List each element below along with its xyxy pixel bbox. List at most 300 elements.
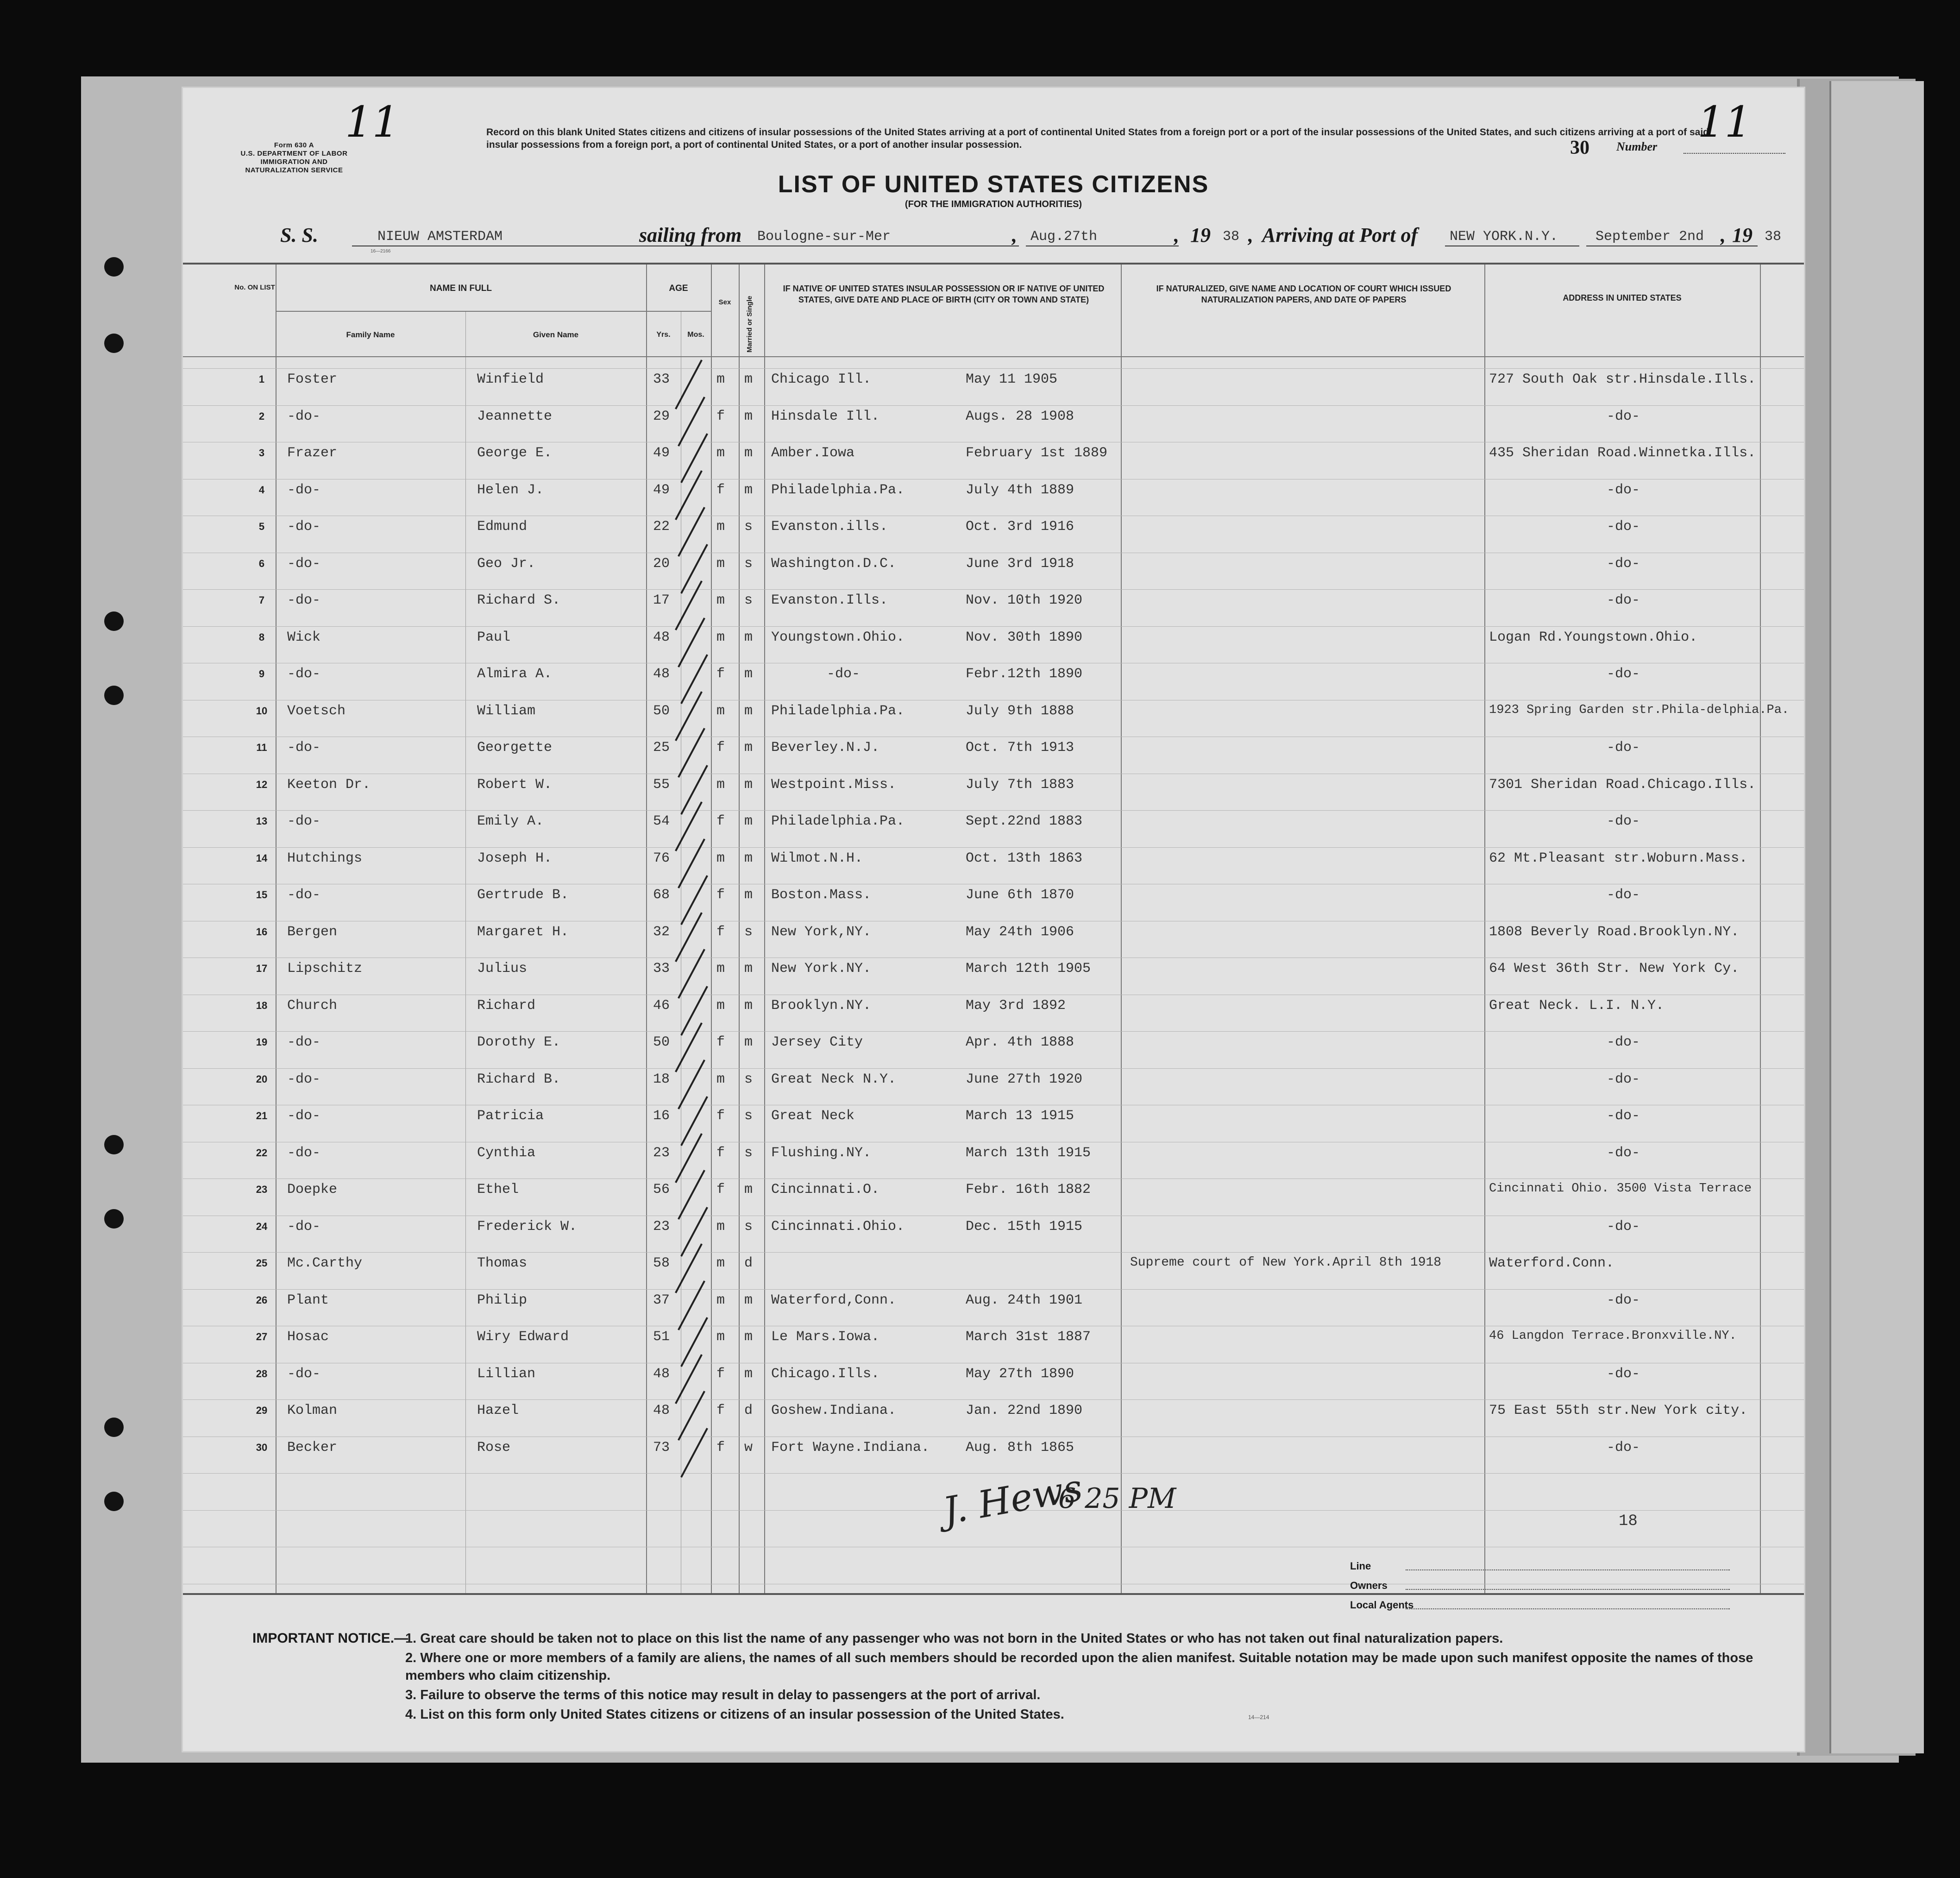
sex: f (716, 666, 725, 682)
us-address: -do- (1606, 519, 1640, 535)
age-years: 55 (653, 776, 670, 793)
family-name: -do- (287, 519, 321, 535)
family-name: Kolman (287, 1403, 338, 1418)
given-name: Julius (477, 961, 528, 977)
marital-status: s (744, 1071, 753, 1087)
ship-name: NIEUW AMSTERDAM (377, 229, 503, 245)
birth-place: Chicago.Ills. (771, 1366, 880, 1382)
family-name: Church (287, 997, 338, 1014)
age-years: 33 (653, 372, 670, 387)
sex: f (716, 1366, 725, 1382)
family-name: Lipschitz (287, 961, 363, 977)
birth-date: Febr. 16th 1882 (966, 1182, 1091, 1197)
us-address: 7301 Sheridan Road.Chicago.Ills. (1489, 776, 1756, 793)
row-number: 9 (258, 668, 265, 680)
us-address: 727 South Oak str.Hinsdale.Ills. (1489, 372, 1756, 387)
us-address: -do- (1606, 1292, 1640, 1308)
age-years: 32 (653, 924, 670, 940)
row-number: 11 (256, 742, 267, 753)
row-rule (183, 847, 1804, 848)
family-name: Becker (287, 1439, 338, 1456)
header-bottom (183, 356, 1804, 357)
given-name: Edmund (477, 519, 528, 535)
given-name: Georgette (477, 740, 553, 756)
marital-status: m (744, 629, 753, 645)
given-name: Philip (477, 1292, 528, 1308)
row-number: 4 (258, 484, 265, 496)
birth-place: Fort Wayne.Indiana. (771, 1439, 930, 1456)
sex: f (716, 1182, 725, 1197)
given-name: Frederick W. (477, 1218, 578, 1235)
age-years: 68 (653, 887, 670, 903)
age-years: 51 (653, 1329, 670, 1345)
birth-place: Evanston.ills. (771, 519, 888, 535)
age-years: 20 (653, 555, 670, 572)
family-name: Foster (287, 372, 338, 387)
family-name: Frazer (287, 445, 338, 461)
header-age: AGE (669, 284, 688, 293)
sex: m (716, 372, 725, 387)
given-name: Richard S. (477, 592, 561, 608)
header-mos: Mos. (687, 331, 704, 339)
sex: f (716, 1034, 725, 1050)
sex: m (716, 629, 725, 645)
birth-date: July 7th 1883 (966, 776, 1074, 793)
sailing-from-label: sailing from (639, 224, 742, 246)
sex: m (716, 1329, 725, 1345)
given-name: Jeannette (477, 408, 553, 424)
birth-date: Apr. 4th 1888 (966, 1034, 1074, 1050)
col-divider (646, 265, 647, 1593)
birth-date: Oct. 13th 1863 (966, 850, 1083, 866)
marital-status: m (744, 703, 753, 719)
sex: m (716, 1071, 725, 1087)
birth-place: Chicago Ill. (771, 372, 872, 387)
comma-sep: , (1012, 224, 1017, 246)
row-number: 25 (256, 1257, 268, 1269)
us-address: -do- (1606, 408, 1640, 424)
row-number: 23 (256, 1184, 268, 1195)
row-number: 17 (256, 963, 268, 974)
owners-field-dots (1406, 1589, 1730, 1590)
birth-place: Wilmot.N.H. (771, 850, 863, 866)
age-years: 50 (653, 703, 670, 719)
marital-status: m (744, 850, 753, 866)
handwritten-number: 11 (1697, 97, 1752, 147)
marital-status: s (744, 924, 753, 940)
given-name: Geo Jr. (477, 555, 536, 572)
marital-status: m (744, 1182, 753, 1197)
marital-status: m (744, 1034, 753, 1050)
given-name: Joseph H. (477, 850, 553, 866)
form-subtitle: (FOR THE IMMIGRATION AUTHORITIES) (905, 199, 1082, 209)
sex: f (716, 482, 725, 498)
given-name: William (477, 703, 536, 719)
punch-hole (104, 1209, 124, 1229)
sex: m (716, 961, 725, 977)
marital-status: m (744, 740, 753, 756)
number-underline (1684, 153, 1785, 154)
marital-status: s (744, 1218, 753, 1235)
marital-status: m (744, 666, 753, 682)
birth-date: Jan. 22nd 1890 (966, 1403, 1083, 1418)
sail-date: Aug.27th (1030, 229, 1098, 245)
marital-status: m (744, 997, 753, 1014)
row-number: 30 (256, 1441, 268, 1453)
notice-item-1: 1. Great care should be taken not to place on this list the name of any passenger who was not born in the United States or who has not taken out final naturalization papers. (405, 1631, 1503, 1646)
form-identifier (234, 141, 354, 175)
us-address: -do- (1606, 482, 1640, 498)
birth-date: May 3rd 1892 (966, 997, 1066, 1014)
family-name: Doepke (287, 1182, 338, 1197)
family-name: Voetsch (287, 703, 346, 719)
row-rule (183, 589, 1804, 590)
arrival-year: 38 (1765, 229, 1782, 245)
row-number: 27 (256, 1331, 268, 1342)
row-rule (183, 1399, 1804, 1400)
us-address: -do- (1606, 1439, 1640, 1456)
row-number: 12 (256, 778, 268, 790)
service-name-line1: IMMIGRATION AND (260, 158, 328, 166)
marital-status: s (744, 519, 753, 535)
row-number: 13 (256, 815, 268, 827)
sex: m (716, 1292, 725, 1308)
birth-date: Febr.12th 1890 (966, 666, 1083, 682)
marital-status: d (744, 1403, 753, 1418)
birth-date: June 27th 1920 (966, 1071, 1083, 1087)
row-number: 20 (256, 1073, 268, 1085)
birth-place: Le Mars.Iowa. (771, 1329, 880, 1345)
header-birth: IF NATIVE OF UNITED STATES INSULAR POSSESSION OR IF NATIVE OF UNITED STATES, GIVE DATE AND PLACE OF BIRTH (CITY OR TOWN AND STATE) (783, 284, 1105, 304)
age-years: 56 (653, 1182, 670, 1197)
sex: m (716, 555, 725, 572)
sex: m (716, 703, 725, 719)
us-address: 1808 Beverly Road.Brooklyn.NY. (1489, 924, 1740, 940)
birth-place: Philadelphia.Pa. (771, 482, 905, 498)
sex: m (716, 1255, 725, 1271)
birth-date: Aug. 24th 1901 (966, 1292, 1083, 1308)
row-number: 28 (256, 1368, 268, 1380)
us-address: -do- (1606, 666, 1640, 682)
given-name: Paul (477, 629, 511, 645)
line-field-dots (1406, 1569, 1730, 1570)
birth-date: June 3rd 1918 (966, 555, 1074, 572)
us-address: -do- (1606, 887, 1640, 903)
birth-place: Westpoint.Miss. (771, 776, 897, 793)
row-number: 6 (258, 557, 265, 569)
us-address: -do- (1606, 1145, 1640, 1161)
col-divider (739, 265, 740, 1593)
family-name: -do- (287, 555, 321, 572)
birth-place: Philadelphia.Pa. (771, 703, 905, 719)
birth-place: Boston.Mass. (771, 887, 872, 903)
header-naturalized: IF NATURALIZED, GIVE NAME AND LOCATION OF COURT WHICH ISSUED NATURALIZATION PAPERS, AND DATE OF PAPERS (1156, 284, 1451, 304)
record-instruction: Record on this blank United States citizens and citizens of insular possessions of the United States arriving at a port of continental United States from a foreign port or a port of the insular possessions of the United States, and such citizens arriving at a port of said insular possessions from a foreign port, a port of continental United States, or a port of another insular possession. (486, 127, 1709, 150)
given-name: Gertrude B. (477, 887, 569, 903)
us-address: 46 Langdon Terrace.Bronxville.NY. (1489, 1329, 1737, 1343)
family-name: -do- (287, 813, 321, 829)
birth-date: February 1st 1889 (966, 445, 1108, 461)
marital-status: d (744, 1255, 753, 1271)
sex: m (716, 776, 725, 793)
header-sex: Sex (718, 298, 731, 306)
birth-date: March 13th 1915 (966, 1145, 1091, 1161)
col-divider (711, 265, 712, 1593)
age-years: 25 (653, 740, 670, 756)
birth-date: Nov. 10th 1920 (966, 592, 1083, 608)
row-number: 8 (258, 631, 265, 643)
form-title: LIST OF UNITED STATES CITIZENS (778, 171, 1209, 198)
family-name: -do- (287, 1034, 321, 1050)
birth-date: Aug. 8th 1865 (966, 1439, 1074, 1456)
given-name: Winfield (477, 372, 544, 387)
col-divider (1760, 265, 1761, 1593)
given-name: Lillian (477, 1366, 536, 1382)
punch-hole (104, 257, 124, 277)
age-years: 48 (653, 666, 670, 682)
given-name: Richard B. (477, 1071, 561, 1087)
local-agents-field-dots (1406, 1608, 1730, 1609)
row-rule (183, 1068, 1804, 1069)
us-address: 1923 Spring Garden str.Phila-delphia.Pa. (1489, 703, 1790, 717)
local-agents-field-label: Local Agents (1350, 1599, 1414, 1611)
age-years: 48 (653, 1366, 670, 1382)
family-name: -do- (287, 482, 321, 498)
col-divider (764, 265, 765, 1593)
line-field-label: Line (1350, 1560, 1371, 1572)
comma-sep: , (1248, 224, 1253, 246)
us-address: -do- (1606, 740, 1640, 756)
marital-status: m (744, 1329, 753, 1345)
sex: f (716, 1108, 725, 1124)
handwritten-list-number: 11 (345, 97, 400, 147)
marital-status: m (744, 482, 753, 498)
birth-place: Beverley.N.J. (771, 740, 880, 756)
marital-status: m (744, 372, 753, 387)
family-name: Hutchings (287, 850, 363, 866)
row-rule (183, 810, 1804, 811)
handwritten-time: 6 25 PM (1058, 1482, 1176, 1515)
row-number: 18 (256, 999, 268, 1011)
birth-date: Oct. 3rd 1916 (966, 519, 1074, 535)
page-count: 30 (1570, 137, 1589, 158)
birth-date: Sept.22nd 1883 (966, 813, 1083, 829)
us-address: Great Neck. L.I. N.Y. (1489, 997, 1665, 1014)
marital-status: s (744, 555, 753, 572)
punch-hole (104, 1492, 124, 1511)
sex: m (716, 1218, 725, 1235)
row-number: 3 (258, 447, 265, 459)
birth-date: March 13 1915 (966, 1108, 1074, 1124)
department-name: U.S. DEPARTMENT OF LABOR (240, 150, 348, 158)
family-name: -do- (287, 592, 321, 608)
row-rule (183, 1473, 1804, 1474)
us-address: -do- (1606, 1108, 1640, 1124)
family-name: -do- (287, 740, 321, 756)
given-name: Dorothy E. (477, 1034, 561, 1050)
birth-date: May 11 1905 (966, 372, 1058, 387)
age-years: 29 (653, 408, 670, 424)
owners-field-label: Owners (1350, 1580, 1388, 1591)
row-number: 14 (256, 852, 268, 864)
arrival-date: September 2nd (1596, 229, 1704, 245)
age-years: 18 (653, 1071, 670, 1087)
age-years: 54 (653, 813, 670, 829)
family-name: Wick (287, 629, 321, 645)
marital-status: s (744, 1108, 753, 1124)
age-years: 73 (653, 1439, 670, 1456)
age-years: 17 (653, 592, 670, 608)
us-address: 75 East 55th str.New York city. (1489, 1403, 1748, 1418)
col-divider (465, 311, 466, 1593)
us-address: -do- (1606, 1366, 1640, 1382)
sex: m (716, 850, 725, 866)
year-prefix: 19 (1190, 224, 1211, 246)
birth-place: Great Neck (771, 1108, 855, 1124)
header-family-name: Family Name (346, 330, 395, 339)
given-name: Emily A. (477, 813, 544, 829)
birth-place: -do- (827, 666, 861, 682)
punch-hole (104, 1135, 124, 1154)
row-number: 16 (256, 926, 268, 938)
birth-date: Nov. 30th 1890 (966, 629, 1083, 645)
row-rule (183, 1178, 1804, 1179)
age-years: 48 (653, 629, 670, 645)
us-address: -do- (1606, 1218, 1640, 1235)
marital-status: s (744, 1145, 753, 1161)
sex: f (716, 1403, 725, 1418)
row-number: 22 (256, 1147, 268, 1159)
family-name: Plant (287, 1292, 329, 1308)
row-number: 24 (256, 1220, 268, 1232)
row-number: 19 (256, 1036, 268, 1048)
sex: f (716, 1439, 725, 1456)
birth-place: Evanston.Ills. (771, 592, 888, 608)
birth-date: July 9th 1888 (966, 703, 1074, 719)
sex: f (716, 813, 725, 829)
header-yrs: Yrs. (656, 331, 671, 339)
birth-place: Waterford,Conn. (771, 1292, 897, 1308)
number-label: Number (1616, 140, 1658, 153)
birth-place: Brooklyn.NY. (771, 997, 872, 1014)
comma-sep: , (1174, 224, 1179, 246)
punch-hole (104, 334, 124, 353)
marital-status: m (744, 776, 753, 793)
given-name: Margaret H. (477, 924, 569, 940)
given-name: Richard (477, 997, 536, 1014)
family-name: Bergen (287, 924, 338, 940)
sex: m (716, 519, 725, 535)
birth-date: May 24th 1906 (966, 924, 1074, 940)
family-name: -do- (287, 1071, 321, 1087)
row-number: 7 (258, 594, 265, 606)
family-name: -do- (287, 666, 321, 682)
given-name: Wiry Edward (477, 1329, 569, 1345)
given-name: Robert W. (477, 776, 553, 793)
family-name: -do- (287, 1108, 321, 1124)
us-address: -do- (1606, 1034, 1640, 1050)
marital-status: m (744, 887, 753, 903)
given-name: George E. (477, 445, 553, 461)
given-name: Thomas (477, 1255, 528, 1271)
row-number: 15 (256, 889, 268, 901)
birth-place: Cincinnati.O. (771, 1182, 880, 1197)
marital-status: m (744, 813, 753, 829)
row-number: 21 (256, 1110, 268, 1122)
birth-date: Oct. 7th 1913 (966, 740, 1074, 756)
row-rule (183, 368, 1804, 369)
arrival-year-prefix: 19 (1732, 224, 1753, 246)
us-address: 435 Sheridan Road.Winnetka.Ills. (1489, 445, 1756, 461)
birth-date: March 12th 1905 (966, 961, 1091, 977)
row-number: 29 (256, 1405, 268, 1416)
marital-status: s (744, 592, 753, 608)
birth-place: Philadelphia.Pa. (771, 813, 905, 829)
birth-place: New York,NY. (771, 924, 872, 940)
family-name: -do- (287, 887, 321, 903)
age-years: 23 (653, 1218, 670, 1235)
notice-heading: IMPORTANT NOTICE.— (252, 1631, 408, 1646)
marital-status: m (744, 1292, 753, 1308)
given-name: Rose (477, 1439, 511, 1456)
birth-date: May 27th 1890 (966, 1366, 1074, 1382)
sex: f (716, 408, 725, 424)
line-code: 16—2166 (371, 249, 391, 254)
marital-status: w (744, 1439, 753, 1456)
birth-place: Washington.D.C. (771, 555, 897, 572)
family-name: Hosac (287, 1329, 329, 1345)
birth-date: March 31st 1887 (966, 1329, 1091, 1345)
us-address: Logan Rd.Youngstown.Ohio. (1489, 629, 1698, 645)
birth-date: Augs. 28 1908 (966, 408, 1074, 424)
age-years: 49 (653, 445, 670, 461)
given-name: Almira A. (477, 666, 553, 682)
col-divider (1121, 265, 1122, 1593)
sex: f (716, 740, 725, 756)
row-number: 26 (256, 1294, 268, 1306)
family-name: Keeton Dr. (287, 776, 371, 793)
marital-status: m (744, 445, 753, 461)
row-number: 2 (258, 410, 265, 422)
birth-place: Amber.Iowa (771, 445, 855, 461)
age-years: 48 (653, 1403, 670, 1418)
family-name: -do- (287, 1145, 321, 1161)
sex: m (716, 997, 725, 1014)
sex: f (716, 1145, 725, 1161)
birth-place: New York.NY. (771, 961, 872, 977)
age-years: 22 (653, 519, 670, 535)
given-name: Cynthia (477, 1145, 536, 1161)
notice-item-4: 4. List on this form only United States citizens or citizens of an insular possession of the United States. (405, 1707, 1064, 1722)
punch-hole (104, 611, 124, 631)
row-number: 1 (258, 373, 265, 385)
birth-place: Flushing.NY. (771, 1145, 872, 1161)
row-rule (183, 405, 1804, 406)
comma-sep: , (1721, 224, 1726, 246)
birth-place: Jersey City (771, 1034, 863, 1050)
age-years: 46 (653, 997, 670, 1014)
naturalization-court: Supreme court of New York.April 8th 1918 (1130, 1255, 1442, 1270)
page-total: 18 (1619, 1512, 1638, 1530)
marital-status: m (744, 961, 753, 977)
service-name-line2: NATURALIZATION SERVICE (245, 166, 343, 174)
family-name: Mc.Carthy (287, 1255, 363, 1271)
manifest-page (183, 88, 1804, 1751)
form-number: Form 630 A (274, 141, 314, 149)
col-divider (1484, 265, 1485, 1593)
family-name: -do- (287, 1218, 321, 1235)
row-rule (183, 626, 1804, 627)
